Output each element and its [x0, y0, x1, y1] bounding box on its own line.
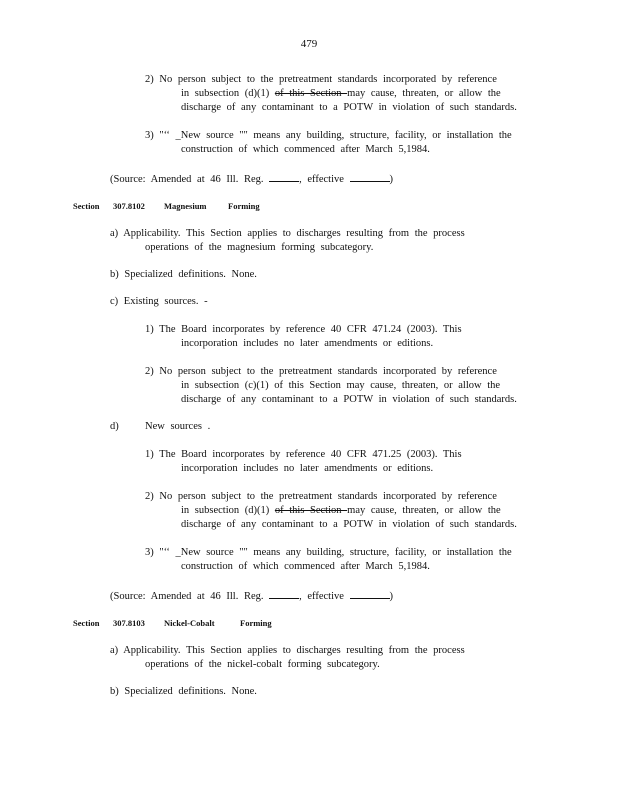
source-suffix: ): [389, 174, 394, 185]
item3-line2: construction of which commenced after March 5,1984.: [181, 144, 430, 155]
d2-line2-text-end: may cause, threaten, or allow the: [347, 505, 501, 516]
section-number: 307.8103: [113, 618, 145, 628]
page-number: 479: [300, 38, 318, 50]
c2-line3: discharge of any contaminant to a POTW in violation of such standards.: [181, 394, 517, 405]
d3-line2: construction of which commenced after March 5,1984.: [181, 561, 430, 572]
section-number: 307.8102: [113, 201, 145, 211]
d3-line1: 3) "‘‘ _New source "" means any building, structure, facility, or installation the: [145, 547, 512, 558]
d1-line2: incorporation includes no later amendments or editions.: [181, 463, 434, 474]
source-suffix: ): [389, 591, 394, 602]
struck-text: of this Section: [274, 505, 348, 516]
d2-line2-text: in subsection (d)(1): [181, 505, 275, 516]
section-label: Section: [73, 618, 100, 628]
blank-field: [350, 589, 390, 599]
c2-line1: 2) No person subject to the pretreatment standards incorporated by reference: [145, 366, 497, 377]
source-mid: , effective: [299, 174, 350, 185]
subsection-a-line1: a) Applicability. This Section applies to discharges resulting from the process: [110, 228, 465, 239]
subsection-a-line1: a) Applicability. This Section applies to discharges resulting from the process: [110, 645, 465, 656]
c1-line2: incorporation includes no later amendments or editions.: [181, 338, 434, 349]
item2-line1: 2) No person subject to the pretreatment standards incorporated by reference: [145, 74, 497, 85]
d2-line1: 2) No person subject to the pretreatment standards incorporated by reference: [145, 491, 497, 502]
item2-line2-text: in subsection (d)(1): [181, 88, 275, 99]
subsection-c: c) Existing sources. -: [110, 296, 208, 307]
item2-line2-text-end: may cause, threaten, or allow the: [347, 88, 501, 99]
struck-text: of this Section: [274, 88, 348, 99]
source-prefix: (Source: Amended at 46 Ill. Reg.: [110, 174, 270, 185]
subsection-a-line2: operations of the nickel-cobalt forming subcategory.: [145, 659, 380, 670]
subsection-b: b) Specialized definitions. None.: [110, 269, 257, 280]
source-mid: , effective: [299, 591, 350, 602]
source-prefix: (Source: Amended at 46 Ill. Reg.: [110, 591, 270, 602]
c2-line2: in subsection (c)(1) of this Section may cause, threaten, or allow the: [181, 380, 501, 391]
subsection-b: b) Specialized definitions. None.: [110, 686, 257, 697]
d1-line1: 1) The Board incorporates by reference 40 CFR 471.25 (2003). This: [145, 449, 462, 460]
c1-line1: 1) The Board incorporates by reference 40 CFR 471.24 (2003). This: [145, 324, 462, 335]
source-note: [110, 172, 393, 186]
subsection-d-text: New sources .: [145, 421, 211, 432]
d2-line2: [181, 505, 501, 517]
item2-line3: discharge of any contaminant to a POTW in violation of such standards.: [181, 102, 517, 113]
section-label: Section: [73, 201, 100, 211]
blank-field: [269, 589, 299, 599]
section-title-2: Forming: [228, 201, 260, 211]
blank-field: [350, 172, 390, 182]
subsection-a-line2: operations of the magnesium forming subcategory.: [145, 242, 374, 253]
item2-line2: [181, 88, 501, 100]
source-note: [110, 589, 393, 603]
section-title-2: Forming: [240, 618, 272, 628]
section-title: Magnesium: [164, 201, 207, 211]
d2-line3: discharge of any contaminant to a POTW in violation of such standards.: [181, 519, 517, 530]
subsection-d-label: d): [110, 421, 119, 432]
section-title: Nickel-Cobalt: [164, 618, 215, 628]
item3-line1: 3) "‘‘ _New source "" means any building, structure, facility, or installation the: [145, 130, 512, 141]
blank-field: [269, 172, 299, 182]
